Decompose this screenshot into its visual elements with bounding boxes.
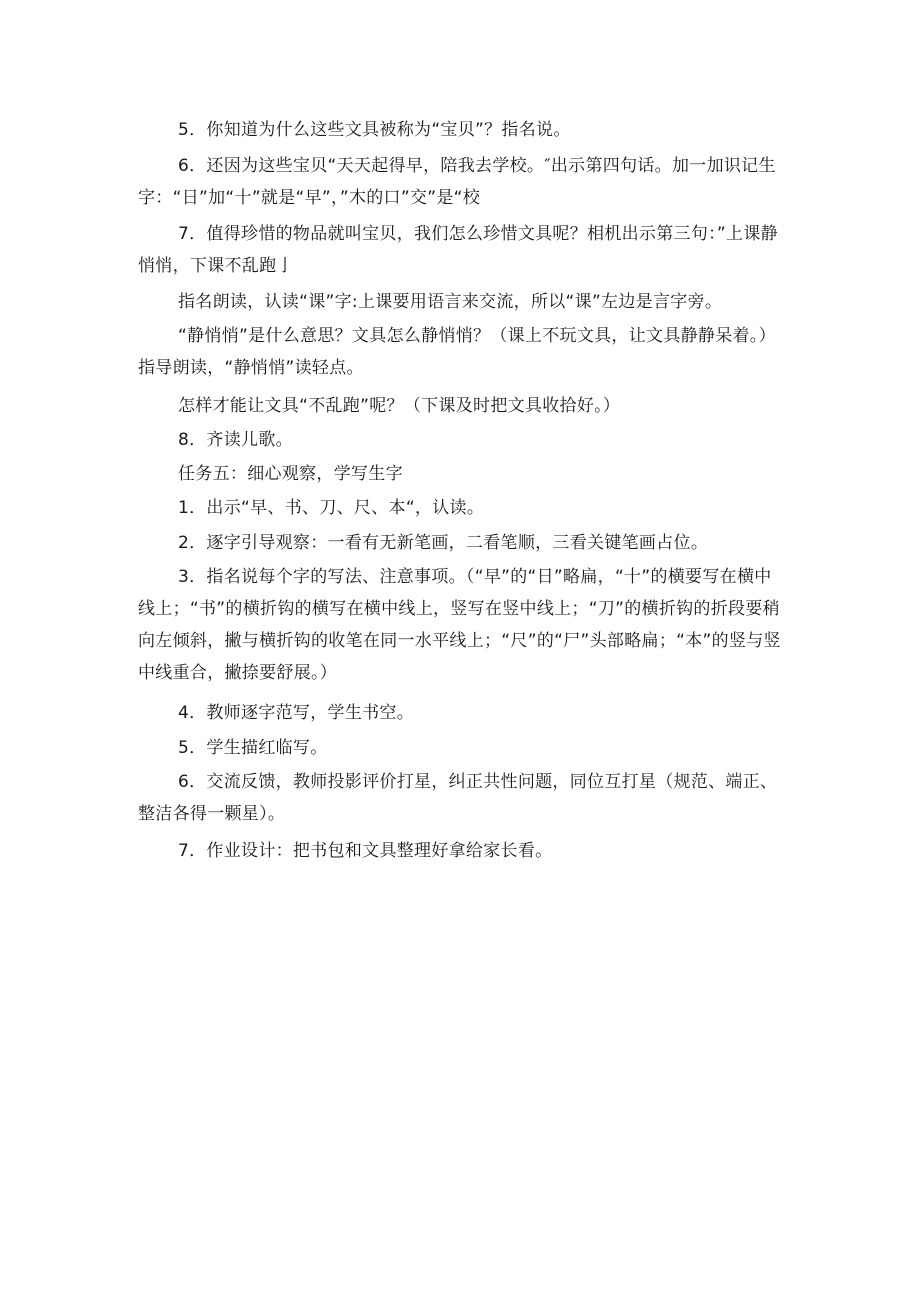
paragraph-read-ke: 指名朗读，认读“课”字:上课要用语言来交流，所以“课”左边是言字旁。: [178, 292, 723, 312]
paragraph-jingqiaoqiao: “静悄悄”是什么意思？文具怎么静悄悄？（课上不玩文具，让文具静静呆着。）指导朗读，“静悄悄”读轻点。: [138, 326, 776, 378]
paragraph-task5-step-5: 5．学生描红临写。: [178, 738, 328, 758]
paragraph-task5-step-1: 1．出示“早、书、刀、尺、本“，认读。: [178, 498, 485, 518]
paragraph-step-8-read: 8．齐读儿歌。: [178, 430, 293, 450]
paragraph-task5-step-6: 6．交流反馈，教师投影评价打星，纠正共性问题，同位互打星（规范、端正、整洁各得一颗星）。: [138, 772, 778, 824]
paragraph-step-6-early: 6．还因为这些宝贝“天天起得早，陪我去学校。″出示第四句话。加一加识记生字：“日”加“十”就是“早”，”木的口”交”是“校: [138, 156, 776, 208]
paragraph-step-7-cherish: 7．值得珍惜的物品就叫宝贝，我们怎么珍惜文具呢？相机出示第三句：”上课静悄悄，下课不乱跑亅: [138, 224, 778, 276]
paragraph-step-5-treasure: 5．你知道为什么这些文具被称为“宝贝”？指名说。: [178, 120, 571, 140]
paragraph-task5-step-2: 2．逐字引导观察：一看有无新笔画，二看笔顺，三看关键笔画占位。: [178, 533, 709, 553]
paragraph-bu-luan-pao: 怎样才能让文具“不乱跑”呢？（下课及时把文具收拾好。）: [178, 396, 621, 416]
section-heading-task-5: 任务五：细心观察，学写生字: [178, 464, 403, 484]
paragraph-task5-step-7: 7．作业设计：把书包和文具整理好拿给家长看。: [178, 841, 553, 861]
paragraph-task5-step-4: 4．教师逐字范写，学生书空。: [178, 703, 415, 723]
paragraph-task5-step-3: 3．指名说每个字的写法、注意事项。（“早”的“日”略扁，“十”的横要写在横中线上；“书”的横折钩的横写在横中线上，竖写在竖中线上；“刀”的横折钩的折段要稍向左倾斜，撇与横折钩的收笔在同一水平线上；“尺”的“尸”头部略扁；“本”的竖与竖中线重合，撇捺要舒展。）: [138, 567, 781, 683]
